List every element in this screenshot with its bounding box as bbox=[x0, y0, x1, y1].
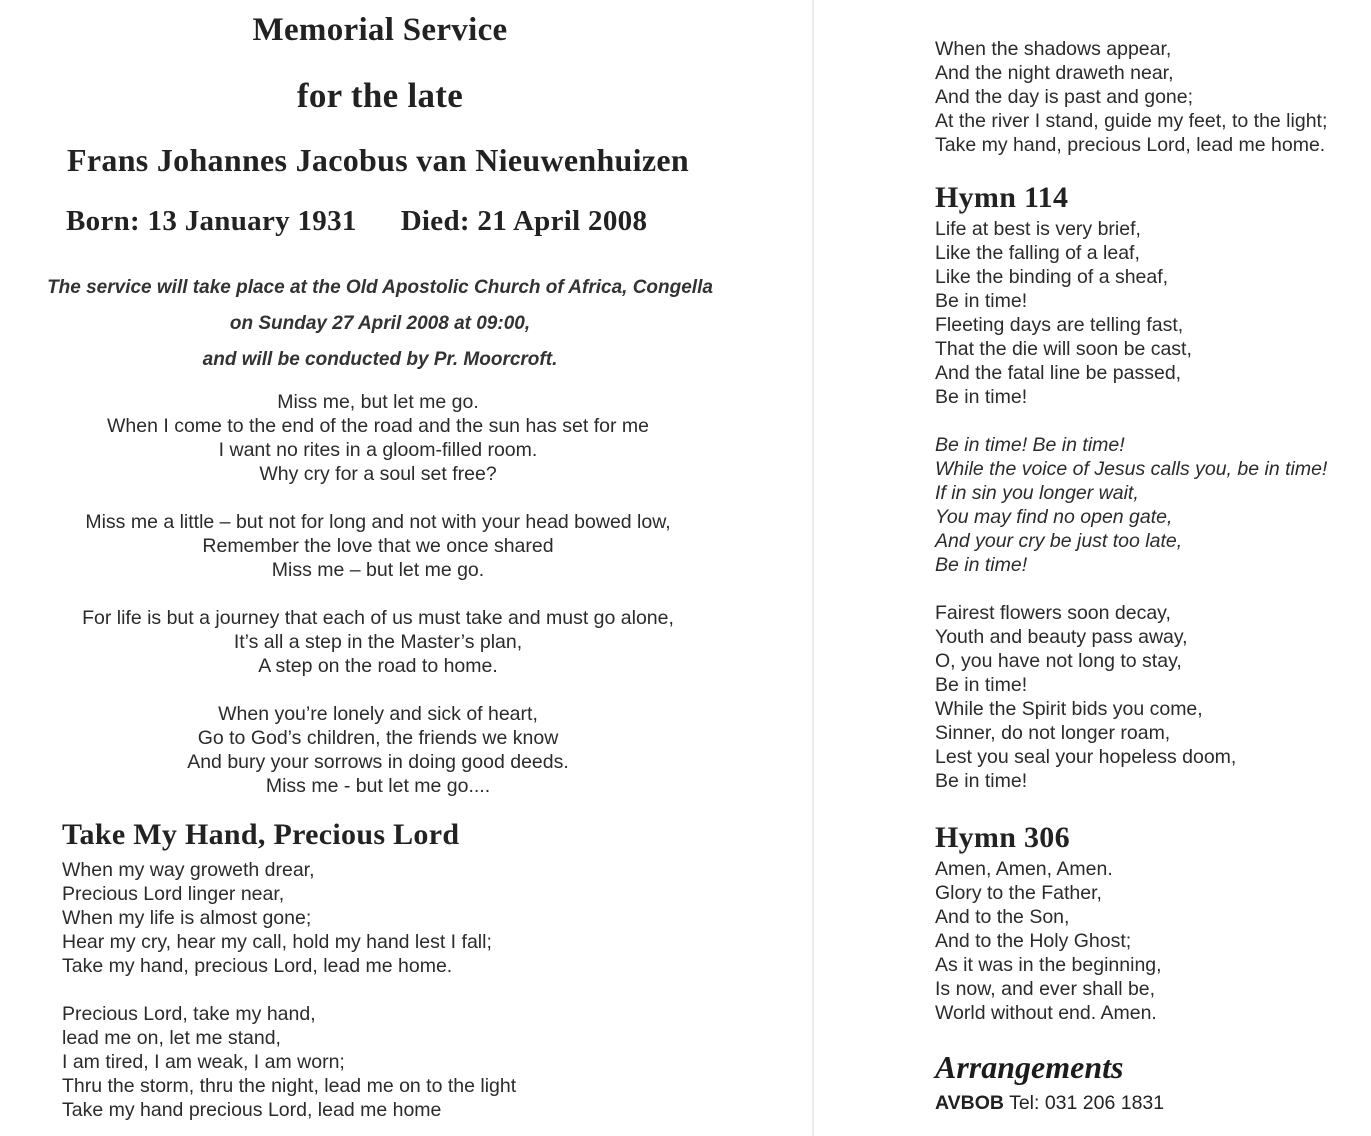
poem-stanza bbox=[0, 390, 756, 486]
poem-line: For life is but a journey that each of us must take and must go alone, bbox=[82, 607, 674, 629]
funeral-phone: Tel: 031 206 1831 bbox=[1009, 1092, 1165, 1114]
memorial-title: Memorial Service bbox=[252, 12, 508, 48]
poem-line: Miss me - but let me go.... bbox=[265, 775, 491, 797]
deceased-name: Frans Johannes Jacobus van Nieuwenhuizen bbox=[67, 142, 689, 178]
lyric-line: Life at best is very brief, bbox=[935, 218, 1141, 240]
service-venue: The service will take place at the Old Apostolic Church of Africa, Congella bbox=[47, 277, 713, 298]
lyric-line: Fairest flowers soon decay, bbox=[935, 602, 1171, 624]
poem-line: I want no rites in a gloom-filled room. bbox=[218, 439, 538, 461]
poem-line: Remember the love that we once shared bbox=[202, 535, 554, 557]
lyric-line: World without end. Amen. bbox=[935, 1002, 1157, 1024]
poem-line: Why cry for a soul set free? bbox=[259, 463, 497, 485]
lyric-line: O, you have not long to stay, bbox=[935, 650, 1182, 672]
poem-stanza bbox=[0, 702, 756, 798]
lyric-line: As it was in the beginning, bbox=[935, 954, 1162, 976]
lyric-line: Be in time! bbox=[935, 386, 1028, 408]
lyric-line: Like the falling of a leaf, bbox=[935, 242, 1140, 264]
lyric-line: And the fatal line be passed, bbox=[935, 362, 1182, 384]
lyric-line: And the night draweth near, bbox=[935, 62, 1174, 84]
lyric-line: Glory to the Father, bbox=[935, 882, 1102, 904]
take-my-hand-title: Take My Hand, Precious Lord bbox=[62, 818, 460, 851]
lyric-line: Be in time! bbox=[935, 290, 1028, 312]
service-conductor: and will be conducted by Pr. Moorcroft. bbox=[202, 349, 558, 370]
lyric-line: While the voice of Jesus calls you, be in time! bbox=[935, 458, 1328, 480]
lyric-line: And the day is past and gone; bbox=[935, 86, 1194, 108]
lyric-line: And to the Son, bbox=[935, 906, 1070, 928]
lyric-line: Sinner, do not longer roam, bbox=[935, 722, 1171, 744]
hymn-114-verse-2 bbox=[935, 601, 1365, 793]
right-panel bbox=[935, 37, 1365, 1115]
hymn-114-title: Hymn 114 bbox=[935, 181, 1069, 214]
lyric-line: Amen, Amen, Amen. bbox=[935, 858, 1113, 880]
hymn-stanza bbox=[62, 858, 516, 978]
lyric-line: Be in time! bbox=[935, 674, 1028, 696]
poem-line: It’s all a step in the Master’s plan, bbox=[233, 631, 523, 653]
hymn-306-title: Hymn 306 bbox=[935, 821, 1070, 854]
service-details bbox=[0, 270, 760, 378]
lyric-line: Precious Lord, take my hand, bbox=[62, 1003, 316, 1025]
poem-line: And bury your sorrows in doing good deeds. bbox=[187, 751, 569, 773]
lyric-line: Be in time! bbox=[935, 770, 1028, 792]
hymn-stanza bbox=[62, 1002, 516, 1122]
poem-line: Miss me a little – but not for long and not with your head bowed low, bbox=[85, 511, 671, 533]
lyric-line: I am tired, I am weak, I am worn; bbox=[62, 1051, 345, 1073]
died-date: Died: 21 April 2008 bbox=[400, 205, 648, 237]
lyric-line: Be in time! Be in time! bbox=[935, 434, 1125, 456]
take-my-hand-stanza-3 bbox=[935, 37, 1365, 157]
lyric-line: Lest you seal your hopeless doom, bbox=[935, 746, 1237, 768]
poem-line: When I come to the end of the road and the sun has set for me bbox=[107, 415, 649, 437]
for-the-late-subtitle: for the late bbox=[296, 76, 464, 115]
lyric-line: lead me on, let me stand, bbox=[62, 1027, 281, 1049]
lyric-line: Youth and beauty pass away, bbox=[935, 626, 1188, 648]
lyric-line: Fleeting days are telling fast, bbox=[935, 314, 1184, 336]
take-my-hand-lyrics bbox=[62, 858, 516, 1122]
life-dates bbox=[66, 205, 647, 238]
hymn-114-chorus bbox=[935, 433, 1365, 577]
arrangements-title: Arrangements bbox=[935, 1049, 1124, 1085]
hymn-306-lyrics bbox=[935, 857, 1365, 1025]
poem-line: Miss me – but let me go. bbox=[271, 559, 485, 581]
lyric-line: When my life is almost gone; bbox=[62, 907, 312, 929]
born-date: Born: 13 January 1931 bbox=[66, 205, 357, 237]
lyric-line: Precious Lord linger near, bbox=[62, 883, 285, 905]
arrangements-contact bbox=[935, 1091, 1365, 1115]
poem-stanza bbox=[0, 510, 756, 582]
hymn-114-verse-1 bbox=[935, 217, 1365, 409]
poem-stanza bbox=[0, 606, 756, 678]
page-fold-divider bbox=[812, 0, 814, 1136]
poem-line: Go to God’s children, the friends we know bbox=[197, 727, 559, 749]
service-date-time: on Sunday 27 April 2008 at 09:00, bbox=[229, 313, 531, 334]
lyric-line: Take my hand, precious Lord, lead me home. bbox=[62, 955, 453, 977]
lyric-line: Take my hand, precious Lord, lead me home. bbox=[935, 134, 1326, 156]
lyric-line: When my way groweth drear, bbox=[62, 859, 315, 881]
lyric-line: At the river I stand, guide my feet, to the light; bbox=[935, 110, 1328, 132]
lyric-line: That the die will soon be cast, bbox=[935, 338, 1192, 360]
lyric-line: You may find no open gate, bbox=[935, 506, 1173, 528]
miss-me-poem bbox=[0, 390, 756, 822]
lyric-line: Is now, and ever shall be, bbox=[935, 978, 1156, 1000]
lyric-line: Be in time! bbox=[935, 554, 1028, 576]
lyric-line: Like the binding of a sheaf, bbox=[935, 266, 1169, 288]
lyric-line: When the shadows appear, bbox=[935, 38, 1172, 60]
poem-line: When you’re lonely and sick of heart, bbox=[218, 703, 538, 725]
funeral-company: AVBOB bbox=[935, 1092, 1004, 1114]
poem-line: A step on the road to home. bbox=[258, 655, 498, 677]
lyric-line: Thru the storm, thru the night, lead me on to the light bbox=[62, 1075, 517, 1097]
lyric-line: Hear my cry, hear my call, hold my hand lest I fall; bbox=[62, 931, 492, 953]
lyric-line: While the Spirit bids you come, bbox=[935, 698, 1203, 720]
poem-line: Miss me, but let me go. bbox=[277, 391, 479, 413]
lyric-line: And to the Holy Ghost; bbox=[935, 930, 1132, 952]
lyric-line: And your cry be just too late, bbox=[935, 530, 1183, 552]
lyric-line: If in sin you longer wait, bbox=[935, 482, 1139, 504]
lyric-line: Take my hand precious Lord, lead me home bbox=[62, 1099, 442, 1121]
